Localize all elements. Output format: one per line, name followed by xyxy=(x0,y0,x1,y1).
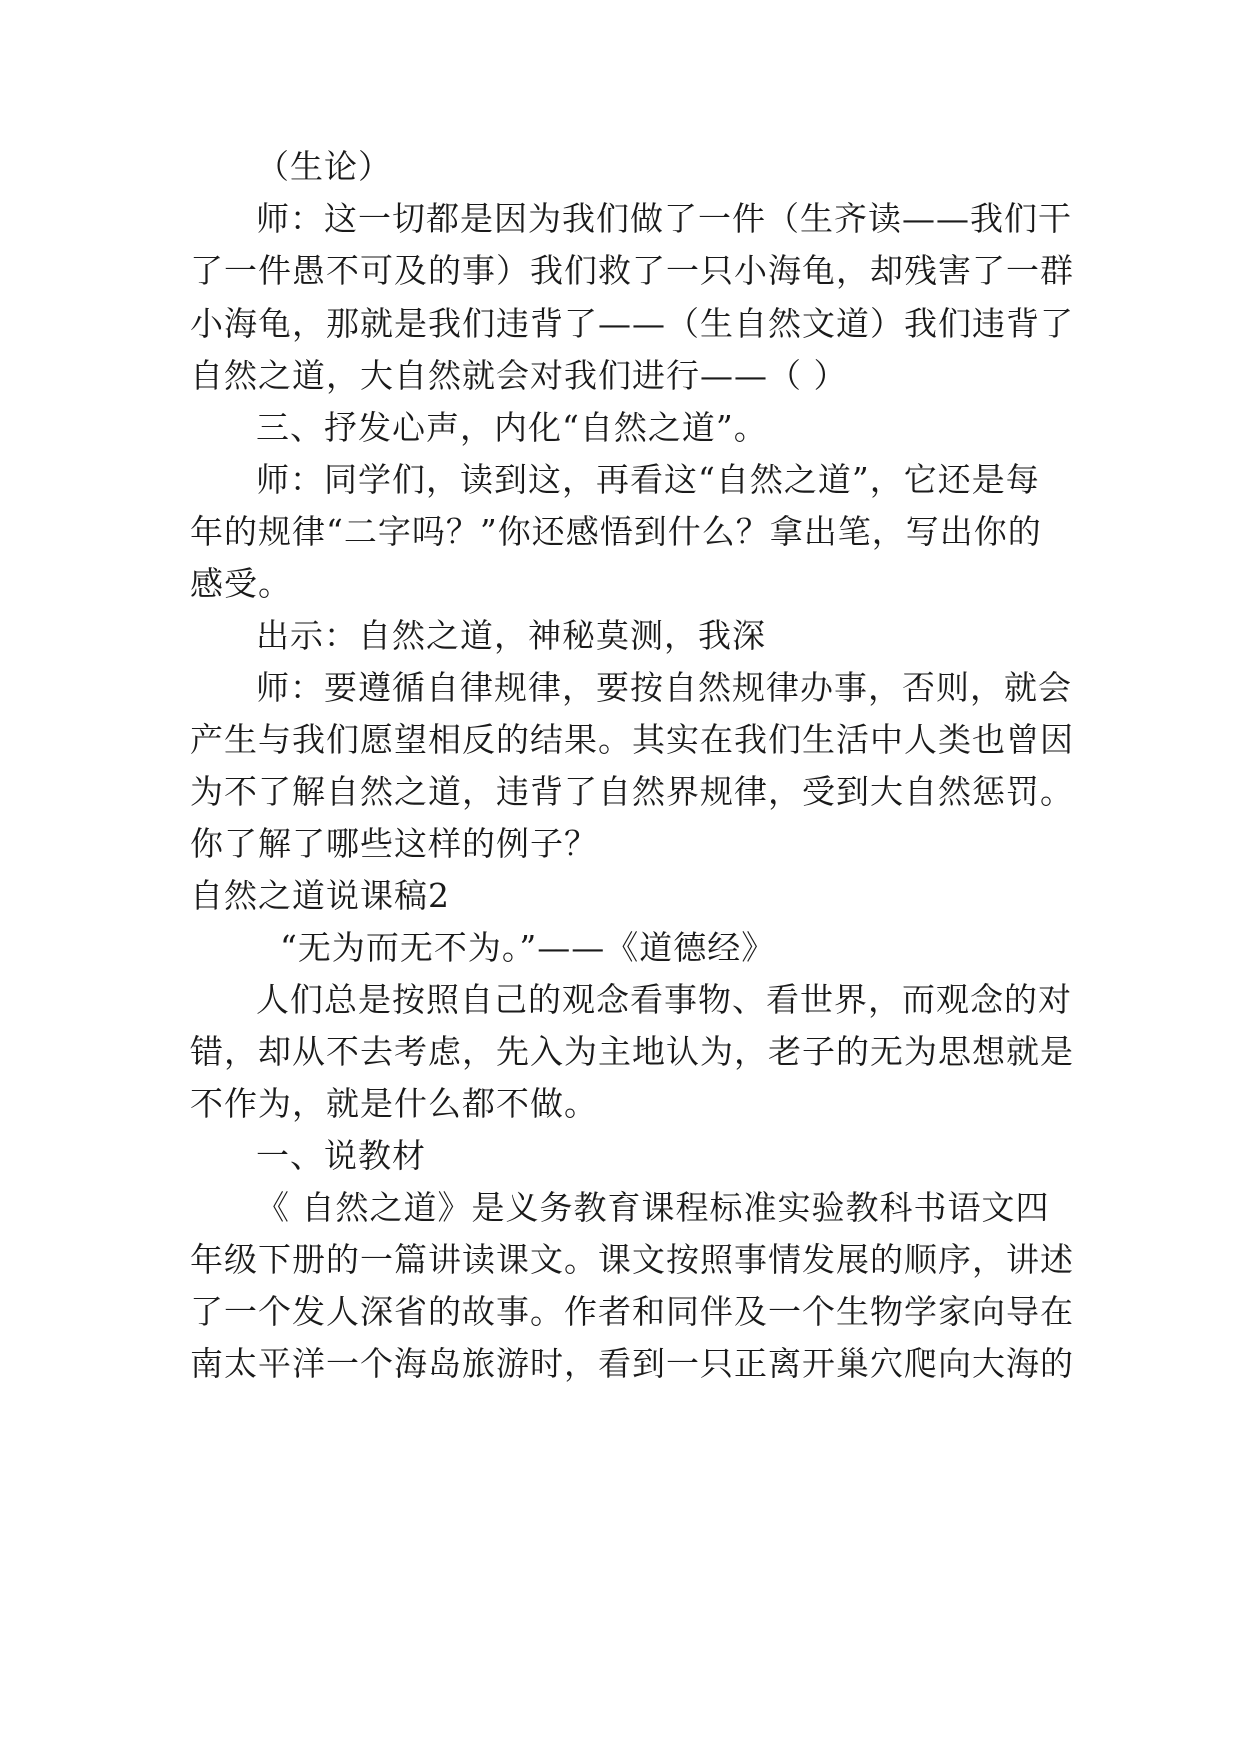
paragraph-line: 南太平洋一个海岛旅游时，看到一只正离开巢穴爬向大海的 xyxy=(190,1344,1074,1383)
paragraph-line: 年的规律“二字吗？”你还感悟到什么？拿出笔，写出你的 xyxy=(190,512,1042,551)
paragraph-line: 自然之道，大自然就会对我们进行——（ ） xyxy=(190,356,848,395)
section-heading: 一、说教材 xyxy=(256,1136,426,1175)
paragraph-line: 出示：自然之道，神秘莫测，我深 xyxy=(256,616,766,655)
paragraph-line: 《 自然之道》是义务教育课程标准实验教科书语文四 xyxy=(256,1188,1050,1227)
paragraph-line: 师：这一切都是因为我们做了一件（生齐读——我们干 xyxy=(256,199,1072,238)
paragraph-line: 你了解了哪些这样的例子？ xyxy=(190,824,598,863)
section-heading: 三、抒发心声，内化“自然之道”。 xyxy=(256,408,768,447)
paragraph-line: 了一件愚不可及的事）我们救了一只小海龟，却残害了一群 xyxy=(190,251,1074,290)
paragraph-line: （生论） xyxy=(256,147,392,186)
paragraph-line: 为不了解自然之道，违背了自然界规律，受到大自然惩罚。 xyxy=(190,772,1074,811)
paragraph-line: 年级下册的一篇讲读课文。课文按照事情发展的顺序，讲述 xyxy=(190,1240,1074,1279)
paragraph-line: 了一个发人深省的故事。作者和同伴及一个生物学家向导在 xyxy=(190,1292,1074,1331)
paragraph-line: 错，却从不去考虑，先入为主地认为，老子的无为思想就是 xyxy=(190,1032,1074,1071)
paragraph-line: 感受。 xyxy=(190,564,292,603)
paragraph-line: 产生与我们愿望相反的结果。其实在我们生活中人类也曾因 xyxy=(190,720,1074,759)
paragraph-line: 师：要遵循自律规律，要按自然规律办事，否则，就会 xyxy=(256,668,1072,707)
document-title: 自然之道说课稿2 xyxy=(190,876,450,915)
paragraph-line: 师：同学们，读到这，再看这“自然之道”，它还是每 xyxy=(256,460,1040,499)
paragraph-line: 人们总是按照自己的观念看事物、看世界，而观念的对 xyxy=(256,980,1072,1019)
paragraph-line: 小海龟，那就是我们违背了——（生自然文道）我们违背了 xyxy=(190,304,1074,343)
paragraph-line: 不作为，就是什么都不做。 xyxy=(190,1084,598,1123)
epigraph: “无为而无不为。”——《道德经》 xyxy=(280,928,776,967)
